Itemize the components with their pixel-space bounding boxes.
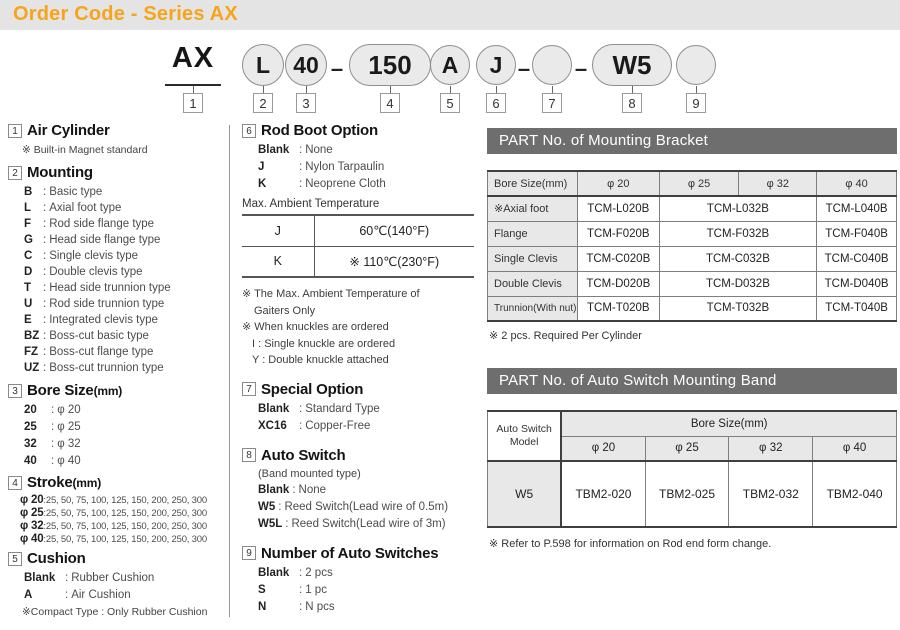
part-number-cell: TCM-T032B <box>659 296 816 321</box>
connector-line <box>390 86 391 93</box>
option-row: D : Double clevis type <box>24 266 143 278</box>
stroke-row: φ 32:25, 50, 75, 100, 125, 150, 200, 250, 300 <box>20 520 207 532</box>
connector-line <box>450 86 451 93</box>
connector-line <box>193 86 194 93</box>
option-row: FZ : Boss-cut flange type <box>24 346 154 358</box>
option-row: E : Integrated clevis type <box>24 314 158 326</box>
order-code-rod-boot: J <box>476 45 516 85</box>
left-column <box>8 122 226 626</box>
option-row: 25 : φ 25 <box>24 421 81 433</box>
option-row: UZ : Boss-cut trunnion type <box>24 362 164 374</box>
option-row: S : 1 pc <box>258 583 327 596</box>
order-code-dash: – <box>517 56 531 81</box>
note-line: ※ When knuckles are ordered <box>242 321 389 333</box>
section-title: Mounting <box>27 164 93 181</box>
position-marker-9: 9 <box>686 93 706 113</box>
column-divider <box>229 125 230 617</box>
bore-20-header: φ 20 <box>577 171 659 196</box>
option-row: W5 : Reed Switch(Lead wire of 0.5m) <box>258 500 449 513</box>
bore-25-header: φ 25 <box>659 171 739 196</box>
section-number: 4 <box>8 476 22 490</box>
bore-32-header: φ 32 <box>739 171 817 196</box>
right-column <box>487 128 897 550</box>
order-code-cushion: A <box>430 45 470 85</box>
switch-model-cell: W5 <box>488 461 562 527</box>
section-subtitle: (Band mounted type) <box>258 467 361 480</box>
table-row <box>488 196 897 221</box>
note-line: ※ The Max. Ambient Temperature of <box>242 288 420 300</box>
option-row: U : Rod side trunnion type <box>24 298 165 310</box>
part-number-cell: TCM-D032B <box>659 271 816 296</box>
section-number: 2 <box>8 166 22 180</box>
part-number-cell: TCM-L020B <box>577 196 659 221</box>
temp-table-label: Max. Ambient Temperature <box>242 198 380 210</box>
option-row: T : Head side trunnion type <box>24 282 171 294</box>
option-row: K : Neoprene Cloth <box>258 178 386 190</box>
connector-line <box>496 86 497 93</box>
bore-25-header: φ 25 <box>645 436 729 461</box>
order-code-dash: – <box>330 56 344 81</box>
position-marker-8: 8 <box>622 93 642 113</box>
part-number-cell: TCM-D040B <box>817 271 897 296</box>
part-number-cell: TCM-F032B <box>659 221 816 246</box>
mounting-bracket-table <box>487 170 897 322</box>
option-row: G : Head side flange type <box>24 234 161 246</box>
section-title: Bore Size(mm) <box>27 382 123 399</box>
section-title: Cushion <box>27 550 86 567</box>
position-marker-6: 6 <box>486 93 506 113</box>
section-title: Air Cylinder <box>27 122 110 139</box>
option-row: L : Axial foot type <box>24 202 122 214</box>
band-table-note: ※ Refer to P.598 for information on Rod end form change. <box>489 538 772 550</box>
part-number-cell: TCM-C032B <box>659 246 816 271</box>
position-marker-7: 7 <box>542 93 562 113</box>
section-mounting <box>8 164 226 376</box>
row-label: Double Clevis <box>488 271 578 296</box>
order-code-diagram <box>0 30 900 122</box>
order-code-special-option <box>532 45 572 85</box>
part-number-cell: TCM-L032B <box>659 196 816 221</box>
bore-20-header: φ 20 <box>561 436 645 461</box>
ambient-temperature-table <box>242 214 474 278</box>
table-row <box>242 215 474 246</box>
section-number: 9 <box>242 546 256 560</box>
note-line: Y : Double knuckle attached <box>252 354 389 366</box>
order-code-mounting: L <box>242 44 284 86</box>
option-row: Blank : 2 pcs <box>258 566 333 579</box>
option-row: C : Single clevis type <box>24 250 139 262</box>
bore-40-header: φ 40 <box>817 171 897 196</box>
part-number-cell: TBM2-040 <box>813 461 897 527</box>
section-auto-switch <box>242 447 478 533</box>
option-row: F : Rod side flange type <box>24 218 155 230</box>
option-row: W5L : Reed Switch(Lead wire of 3m) <box>258 517 446 530</box>
section-note: ※ Built-in Magnet standard <box>22 144 148 156</box>
connector-line <box>696 86 697 93</box>
option-row: Blank : Standard Type <box>258 402 380 415</box>
section-number: 3 <box>8 384 22 398</box>
option-row: XC16 : Copper-Free <box>258 419 371 432</box>
section-switch-quantity <box>242 545 478 616</box>
part-number-cell: TBM2-032 <box>729 461 813 527</box>
section-special-option <box>242 381 478 435</box>
part-number-cell: TCM-C020B <box>577 246 659 271</box>
table-header-row <box>488 171 897 196</box>
part-number-cell: TCM-T040B <box>817 296 897 321</box>
table-row <box>488 461 897 527</box>
connector-line <box>632 86 633 93</box>
option-row: B : Basic type <box>24 186 103 198</box>
option-row: 40 : φ 40 <box>24 455 81 467</box>
section-title: Rod Boot Option <box>261 122 378 139</box>
page-header-band <box>0 0 900 30</box>
stroke-row: φ 40:25, 50, 75, 100, 125, 150, 200, 250, 300 <box>20 533 207 545</box>
order-code-prefix: AX <box>171 42 215 74</box>
middle-column <box>242 122 478 622</box>
position-marker-5: 5 <box>440 93 460 113</box>
part-number-cell: TCM-T020B <box>577 296 659 321</box>
section-number: 8 <box>242 448 256 462</box>
mounting-bracket-header: PART No. of Mounting Bracket <box>487 128 897 154</box>
option-row: Blank : Rubber Cushion <box>24 572 155 584</box>
section-title: Number of Auto Switches <box>261 544 439 562</box>
table-row <box>488 221 897 246</box>
stroke-row: φ 20:25, 50, 75, 100, 125, 150, 200, 250, 300 <box>20 494 207 506</box>
note-line: Gaiters Only <box>254 304 316 317</box>
bore-32-header: φ 32 <box>729 436 813 461</box>
order-code-stroke: 150 <box>349 44 431 86</box>
bore-size-header: Bore Size(mm) <box>561 411 896 436</box>
bore-size-header: Bore Size(mm) <box>488 171 578 196</box>
stroke-row: φ 25:25, 50, 75, 100, 125, 150, 200, 250, 300 <box>20 507 207 519</box>
order-code-auto-switch: W5 <box>592 44 672 86</box>
part-number-cell: TBM2-025 <box>645 461 729 527</box>
temp-code-cell: J <box>242 215 314 246</box>
section-title: Special Option <box>261 380 364 398</box>
part-number-cell: TCM-F020B <box>577 221 659 246</box>
section-number: 7 <box>242 382 256 396</box>
section-air-cylinder <box>8 122 226 158</box>
temp-value-cell: ※ 110℃(230°F) <box>349 254 440 269</box>
table-row <box>242 246 474 277</box>
option-row: BZ : Boss-cut basic type <box>24 330 149 342</box>
section-number: 5 <box>8 552 22 566</box>
order-code-switch-qty <box>676 45 716 85</box>
auto-switch-band-table <box>487 410 897 528</box>
section-cushion <box>8 550 226 620</box>
table-row <box>488 296 897 321</box>
order-code-dash: – <box>574 56 588 81</box>
option-row: Blank : None <box>258 144 333 156</box>
bore-40-header: φ 40 <box>813 436 897 461</box>
order-code-bore: 40 <box>285 44 327 86</box>
row-label: Flange <box>488 221 578 246</box>
row-label: ※Axial foot <box>488 196 578 221</box>
part-number-cell: TCM-D020B <box>577 271 659 296</box>
connector-line <box>263 86 264 93</box>
connector-line <box>552 86 553 93</box>
option-row: 20 : φ 20 <box>24 404 81 416</box>
row-label: Trunnion(With nut) <box>488 296 578 321</box>
table-header-row <box>488 411 897 436</box>
part-number-cell: TCM-F040B <box>817 221 897 246</box>
option-row: N : N pcs <box>258 600 335 613</box>
table-row <box>488 246 897 271</box>
table-row <box>488 271 897 296</box>
position-marker-2: 2 <box>253 93 273 113</box>
temp-code-cell: K <box>242 246 314 277</box>
section-title: Auto Switch <box>261 446 346 464</box>
option-row: A : Air Cushion <box>24 589 131 601</box>
position-marker-3: 3 <box>296 93 316 113</box>
connector-line <box>306 86 307 93</box>
position-marker-4: 4 <box>380 93 400 113</box>
section-note: ※Compact Type : Only Rubber Cushion <box>22 606 208 618</box>
section-stroke <box>8 474 226 546</box>
bracket-table-note: ※ 2 pcs. Required Per Cylinder <box>489 330 642 342</box>
option-row: 32 : φ 32 <box>24 438 81 450</box>
section-number: 6 <box>242 124 256 138</box>
temp-value-cell: 60℃(140°F) <box>314 215 474 246</box>
row-label: Single Clevis <box>488 246 578 271</box>
part-number-cell: TCM-L040B <box>817 196 897 221</box>
section-rod-boot <box>242 122 478 369</box>
position-marker-1: 1 <box>183 93 203 113</box>
section-bore-size <box>8 382 226 470</box>
option-row: Blank : None <box>258 483 327 496</box>
page-title: Order Code - Series AX <box>13 3 238 25</box>
part-number-cell: TCM-C040B <box>817 246 897 271</box>
auto-switch-model-header: Auto Switch Model <box>488 411 562 461</box>
option-row: J : Nylon Tarpaulin <box>258 161 385 173</box>
section-title: Stroke(mm) <box>27 474 102 491</box>
part-number-cell: TBM2-020 <box>561 461 645 527</box>
section-number: 1 <box>8 124 22 138</box>
switch-band-header: PART No. of Auto Switch Mounting Band <box>487 368 897 394</box>
note-line: I : Single knuckle are ordered <box>252 337 396 350</box>
